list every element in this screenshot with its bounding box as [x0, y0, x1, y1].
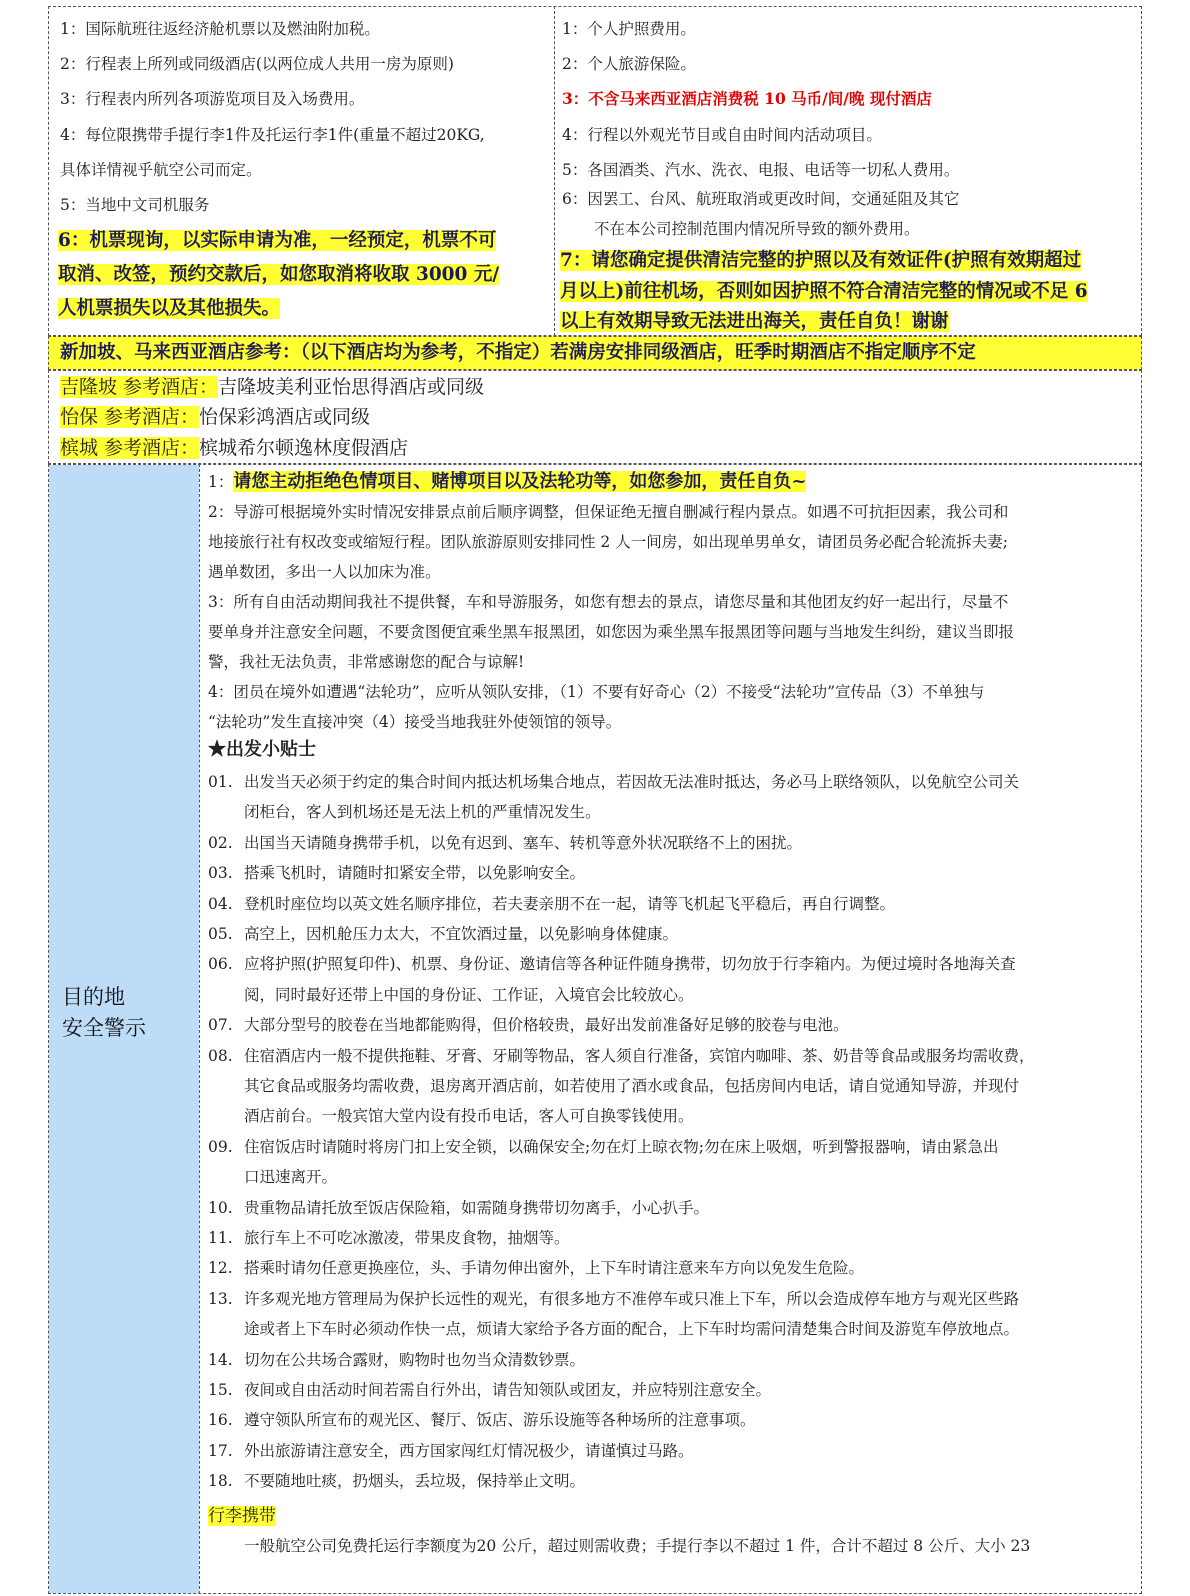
- rule-line: 3：所有自由活动期间我社不提供餐，车和导游服务，如您有想去的景点，请您尽量和其他团友约好一起出行，尽量不: [208, 593, 1009, 611]
- rule-line: 2：导游可根据境外实时情况安排景点前后顺序调整，但保证绝无擅自删减行程内景点。如遇不可抗拒因素，我公司和: [208, 503, 1009, 521]
- tip-item-continued: [208, 1101, 1138, 1131]
- tip-text: 闭柜台，客人到机场还是无法上机的严重情况发生。: [244, 803, 601, 822]
- passport-notice-box: [560, 242, 1140, 336]
- tip-text: 不要随地吐痰，扔烟头，丢垃圾，保持举止文明。: [244, 1472, 586, 1491]
- tip-number: 06.: [208, 955, 233, 974]
- tip-number: 13.: [208, 1289, 233, 1308]
- rule-line: 地接旅行社有权改变或缩短行程。团队旅游原则安排同性 2 人一间房，如出现单男单女，请团员务必配合轮流拆夫妻;: [208, 533, 1008, 551]
- rule-line: 要单身并注意安全问题，不要贪图便宜乘坐黑车报黑团，如您因为乘坐黑车报黑团等问题与当地发生纠纷，建议当即报: [208, 623, 1015, 641]
- excluded-item: 4：行程以外观光节目或自由时间内活动项目。: [562, 126, 882, 144]
- tip-item: [208, 1405, 1138, 1435]
- included-item: 3：行程表内所列各项游览项目及入场费用。: [60, 90, 365, 108]
- rule-line: 警，我社无法负责，非常感谢您的配合与谅解!: [208, 653, 525, 671]
- hotel-name: 怡保彩鸿酒店或同级: [199, 406, 371, 428]
- tip-item: [208, 949, 1138, 979]
- tip-item-continued: [208, 1071, 1138, 1101]
- safety-divider: [199, 464, 200, 1594]
- excluded-item: 不在本公司控制范围内情况所导致的额外费用。: [594, 220, 920, 238]
- itinerary-page: [48, 6, 1142, 1594]
- included-item: 1：国际航班往返经济舱机票以及燃油附加税。: [60, 20, 380, 38]
- tip-text: 旅行车上不可吃冰激凌，带果皮食物，抽烟等。: [244, 1229, 570, 1247]
- passport-notice: [560, 305, 949, 336]
- passport-notice-line: 月以上)前往机场，否则如因护照不符合清洁完整的情况或不足 6: [560, 281, 1088, 302]
- safety-title-line: 安全警示: [62, 1016, 146, 1040]
- tip-item-continued: [208, 1162, 1138, 1192]
- tip-text: 酒店前台。一般宾馆大堂内设有投币电话，客人可自换零钱使用。: [244, 1107, 694, 1126]
- tip-item: [208, 858, 1138, 888]
- tip-number: 11.: [208, 1229, 233, 1247]
- tip-text: 口迅速离开。: [244, 1168, 338, 1187]
- tip-item: [208, 1466, 1138, 1496]
- tip-number: 04.: [208, 894, 233, 913]
- tips-title: ★出发小贴士: [208, 739, 316, 760]
- hotel-row: [60, 372, 484, 402]
- luggage-title-text: 行李携带: [208, 1506, 276, 1526]
- excluded-item: 5：各国酒类、汽水、洗衣、电报、电话等一切私人费用。: [562, 161, 960, 179]
- tip-item: [208, 767, 1138, 797]
- rule-line: “法轮功”发生直接冲突（4）接受当地我驻外使领馆的领导。: [208, 713, 622, 731]
- tip-text: 遵守领队所宣布的观光区、餐厅、饭店、游乐设施等各种场所的注意事项。: [244, 1411, 756, 1430]
- tip-number: 09.: [208, 1137, 233, 1156]
- tip-text: 外出旅游请注意安全，西方国家闯红灯情况极少，请谨慎过马路。: [244, 1441, 694, 1460]
- tip-text: 搭乘时请勿任意更换座位，头、手请勿伸出窗外，上下车时请注意来车方向以免发生危险。: [244, 1259, 865, 1278]
- included-item: 2：行程表上所列或同级酒店(以两位成人共用一房为原则): [60, 55, 454, 73]
- tip-number: 08.: [208, 1046, 233, 1065]
- tip-number: 14.: [208, 1350, 233, 1369]
- tip-item: [208, 919, 1138, 949]
- passport-notice-line: 以上有效期导致无法进出海关，责任自负！谢谢: [560, 311, 949, 332]
- excluded-item: 2：个人旅游保险。: [562, 55, 696, 73]
- tip-item: [208, 1223, 1138, 1253]
- tip-item: [208, 1010, 1138, 1040]
- luggage-title: [208, 1501, 276, 1531]
- hotel-header-text: 新加坡、马来西亚酒店参考：（以下酒店均为参考，不指定）若满房安排同级酒店，旺季时期酒店不指定顺序不定: [60, 342, 976, 363]
- ticket-notice-line: 6：机票现询，以实际申请为准，一经预定，机票不可: [58, 230, 497, 251]
- ticket-notice-line: 取消、改签，预约交款后，如您取消将收取 3000 元/: [58, 264, 500, 285]
- included-item: 5：当地中文司机服务: [60, 196, 210, 214]
- tip-number: 18.: [208, 1472, 233, 1491]
- tip-item: [208, 1284, 1138, 1314]
- luggage-text: 一般航空公司免费托运行李额度为20 公斤，超过则需收费；手提行李以不超过 1 件，合计不超过 8 公斤、大小 23: [244, 1537, 1031, 1555]
- tip-item: [208, 828, 1138, 858]
- hotel-row: [60, 433, 408, 463]
- tip-number: 03.: [208, 864, 233, 883]
- ticket-notice: [58, 292, 280, 326]
- tip-item-continued: [208, 980, 1138, 1010]
- hotel-name: 槟城希尔顿逸林度假酒店: [199, 437, 409, 459]
- tip-number: 16.: [208, 1411, 233, 1430]
- hotel-city-label: 怡保 参考酒店：: [60, 406, 200, 428]
- excluded-item: 6：因罢工、台风、航班取消或更改时间，交通延阻及其它: [562, 190, 960, 208]
- tip-number: 17.: [208, 1441, 233, 1460]
- tip-number: 02.: [208, 833, 233, 852]
- tip-number: 05.: [208, 925, 233, 943]
- tip-text: 搭乘飞机时，请随时扣紧安全带，以免影响安全。: [244, 864, 586, 883]
- tip-item: [208, 1253, 1138, 1283]
- hotel-city-label: 槟城 参考酒店：: [60, 437, 200, 459]
- fees-divider: [554, 6, 555, 336]
- tip-number: 01.: [208, 773, 233, 791]
- tip-number: 15.: [208, 1381, 233, 1399]
- ticket-notice-line: 人机票损失以及其他损失。: [58, 298, 281, 319]
- tip-number: 12.: [208, 1259, 233, 1278]
- tip-text: 其它食品或服务均需收费，退房离开酒店前，如若使用了酒水或食品，包括房间内电话，请自觉通知导游，并现付: [244, 1077, 1020, 1095]
- tip-item: [208, 1375, 1138, 1405]
- tip-item: [208, 1345, 1138, 1375]
- tip-text: 阅，同时最好还带上中国的身份证、工作证，入境官会比较放心。: [244, 985, 694, 1004]
- tip-text: 住宿酒店内一般不提供拖鞋、牙膏、牙刷等物品，客人须自行准备，宾馆内咖啡、茶、奶昔等食品或服务均需收费，: [244, 1046, 1035, 1065]
- tip-item: [208, 1041, 1138, 1071]
- rule-1: [208, 467, 806, 497]
- ticket-notice: [58, 258, 499, 292]
- included-item: 4：每位限携带手提行李1件及托运行李1件(重量不超过20KG,: [60, 126, 485, 144]
- tip-text: 应将护照(护照复印件)、机票、身份证、邀请信等各种证件随身携带，切勿放于行李箱内。为便过境时各地海关查: [244, 955, 1016, 974]
- tip-text: 途或者上下车时必须动作快一点，烦请大家给予各方面的配合，上下车时均需问清楚集合时间及游览车停放地点。: [244, 1320, 1020, 1339]
- tip-text: 登机时座位均以英文姓名顺序排位，若夫妻亲朋不在一起，请等飞机起飞平稳后，再自行调整。: [244, 894, 896, 913]
- tip-text: 出国当天请随身携带手机，以免有迟到、塞车、转机等意外状况联络不上的困扰。: [244, 833, 803, 852]
- rule-line: 4：团员在境外如遭遇“法轮功”，应听从领队安排，（1）不要有好奇心（2）不接受“法轮功”宣传品（3）不单独与: [208, 683, 985, 701]
- tip-text: 大部分型号的胶卷在当地都能购得，但价格较贵，最好出发前准备好足够的胶卷与电池。: [244, 1016, 849, 1035]
- passport-notice: [560, 244, 1081, 278]
- tip-item: [208, 889, 1138, 919]
- tip-text: 夜间或自由活动时间若需自行外出，请告知领队或团友，并应特别注意安全。: [244, 1381, 772, 1399]
- tip-number: 10.: [208, 1198, 233, 1217]
- tip-text: 切勿在公共场合露财，购物时也勿当众清数钞票。: [244, 1350, 586, 1369]
- rule-number: 1：: [208, 473, 234, 491]
- ticket-notice: [58, 224, 496, 258]
- passport-notice-line: 7：请您确定提供清洁完整的护照以及有效证件(护照有效期超过: [560, 250, 1082, 271]
- safety-title: [62, 982, 146, 1044]
- hotel-name: 吉隆坡美利亚怡思得酒店或同级: [218, 376, 485, 398]
- tip-item-continued: [208, 1314, 1138, 1344]
- included-item: 具体详情视乎航空公司而定。: [60, 161, 262, 179]
- excluded-item-tax: 3：不含马来西亚酒店消费税 10 马币/间/晚 现付酒店: [562, 89, 932, 108]
- tip-number: 07.: [208, 1016, 233, 1035]
- tip-item: [208, 1132, 1138, 1162]
- tip-text: 贵重物品请托放至饭店保险箱，如需随身携带切勿离手，小心扒手。: [244, 1198, 710, 1217]
- excluded-item: 1：个人护照费用。: [562, 20, 696, 38]
- tip-item: [208, 1436, 1138, 1466]
- tip-text: 高空上，因机舱压力太大，不宜饮酒过量，以免影响身体健康。: [244, 925, 679, 943]
- rule-1-text: 请您主动拒绝色情项目、赌博项目以及法轮功等，如您参加，责任自负~: [233, 471, 807, 492]
- passport-notice: [560, 275, 1088, 309]
- hotel-row: [60, 402, 370, 432]
- safety-title-line: 目的地: [62, 985, 125, 1009]
- tip-item-continued: [208, 797, 1138, 827]
- tip-text: 许多观光地方管理局为保护长远性的观光，有很多地方不准停车或只准上下车，所以会造成停车地方与观光区些路: [244, 1289, 1020, 1308]
- hotel-city-label: 吉隆坡 参考酒店：: [60, 376, 219, 398]
- tip-item: [208, 1193, 1138, 1223]
- tip-text: 出发当天必须于约定的集合时间内抵达机场集合地点，若因故无法准时抵达，务必马上联络领队，以免航空公司关: [244, 773, 1020, 791]
- tip-text: 住宿饭店时请随时将房门扣上安全锁，以确保安全;勿在灯上晾衣物;勿在床上吸烟，听到警报器响，请由紧急出: [244, 1137, 999, 1156]
- rule-line: 遇单数团，多出一人以加床为准。: [208, 563, 441, 581]
